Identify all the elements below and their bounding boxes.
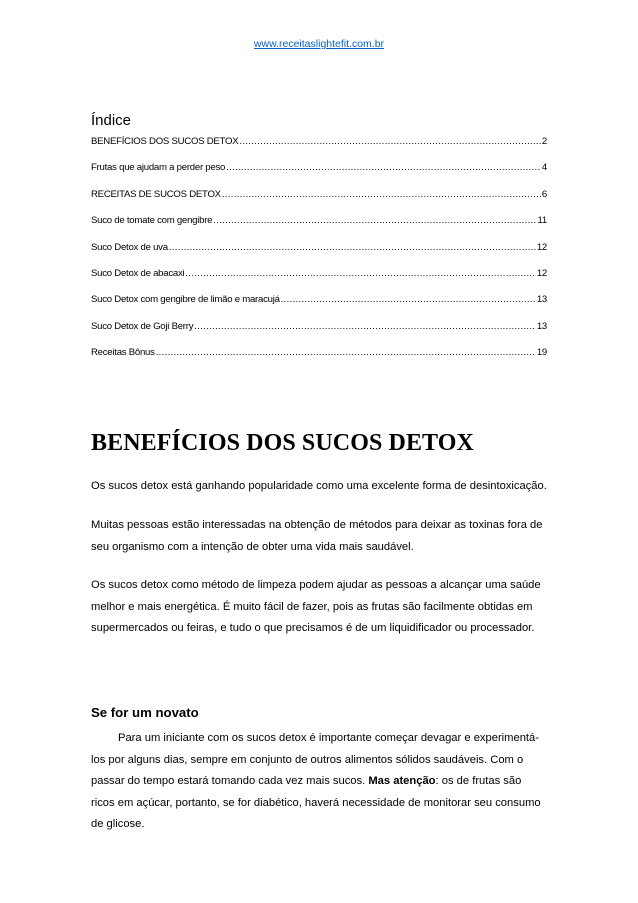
toc-entry-page: 2 (541, 136, 547, 147)
paragraph-text: Para um iniciante com os sucos detox é importante começar devagar e experimentá-los por alguns dias, sempre em conjunto de outros alimentos sólidos saudáveis. Com o passar do tempo estará tomando cada vez mais sucos. (91, 732, 539, 787)
toc-entry-title: Suco de tomate com gengibre (91, 215, 213, 227)
toc-leader-dots (226, 162, 541, 173)
toc-entry[interactable] (91, 189, 547, 215)
emphasis-text: Mas atenção (368, 775, 436, 787)
toc-entry-page: 6 (541, 188, 547, 200)
section-heading: BENEFÍCIOS DOS SUCOS DETOX (91, 430, 474, 456)
toc-leader-dots (169, 242, 536, 253)
table-of-contents (91, 136, 547, 374)
toc-entry-page: 19 (536, 347, 547, 359)
toc-leader-dots (213, 215, 536, 226)
body-paragraph: Muitas pessoas estão interessadas na obtenção de métodos para deixar as toxinas fora de seu organismo com a intenção de obter uma vida mais saudável. (91, 519, 543, 553)
website-link[interactable]: www.receitaslightefit.com.br (253, 38, 385, 50)
toc-entry-page: 12 (536, 241, 547, 253)
toc-entry[interactable] (91, 321, 547, 347)
body-paragraph: Os sucos detox está ganhando popularidade como uma excelente forma de desintoxicação. (91, 480, 547, 492)
toc-entry-page: 4 (541, 162, 547, 174)
toc-entry[interactable] (91, 162, 547, 188)
toc-leader-dots (156, 347, 536, 358)
toc-entry-page: 13 (536, 294, 547, 306)
toc-leader-dots (281, 294, 536, 305)
toc-entry-title: Suco Detox de abacaxi (91, 267, 185, 279)
toc-leader-dots (185, 268, 535, 279)
toc-entry-title: Frutas que ajudam a perder peso (91, 162, 226, 174)
toc-entry[interactable] (91, 294, 547, 320)
toc-entry[interactable] (91, 268, 547, 294)
toc-entry-title: RECEITAS DE SUCOS DETOX (91, 188, 221, 200)
body-paragraph: Os sucos detox como método de limpeza podem ajudar as pessoas a alcançar uma saúde melhor e mais energética. É muito fácil de fazer, pois as frutas são facilmente obtidas em supermercados ou feiras, e tudo o que precisamos é de um liquidificador ou processador. (91, 579, 541, 634)
toc-entry[interactable] (91, 242, 547, 268)
toc-entry-title: BENEFÍCIOS DOS SUCOS DETOX (91, 136, 239, 147)
toc-entry-title: Receitas Bônus (91, 347, 155, 359)
toc-entry-title: Suco Detox com gengibre de limão e maracujá (91, 294, 280, 306)
toc-entry-page: 13 (536, 320, 547, 332)
toc-entry-title: Suco Detox de Goji Berry (91, 320, 194, 332)
toc-entry[interactable] (91, 136, 547, 162)
toc-entry[interactable] (91, 347, 547, 373)
body-paragraph (91, 728, 547, 836)
toc-leader-dots (239, 136, 541, 147)
toc-entry-title: Suco Detox de uva (91, 241, 168, 253)
toc-entry-page: 11 (537, 215, 547, 227)
toc-leader-dots (222, 189, 541, 200)
subsection-heading: Se for um novato (91, 705, 199, 720)
paragraph-text: : os de frutas são ricos em açúcar, portanto, se for diabético, haverá necessidade de monitorar seu consumo de glicose. (91, 775, 541, 830)
toc-title: Índice (91, 112, 132, 129)
toc-entry[interactable] (91, 215, 547, 241)
toc-entry-page: 12 (536, 267, 547, 279)
toc-leader-dots (194, 321, 536, 332)
